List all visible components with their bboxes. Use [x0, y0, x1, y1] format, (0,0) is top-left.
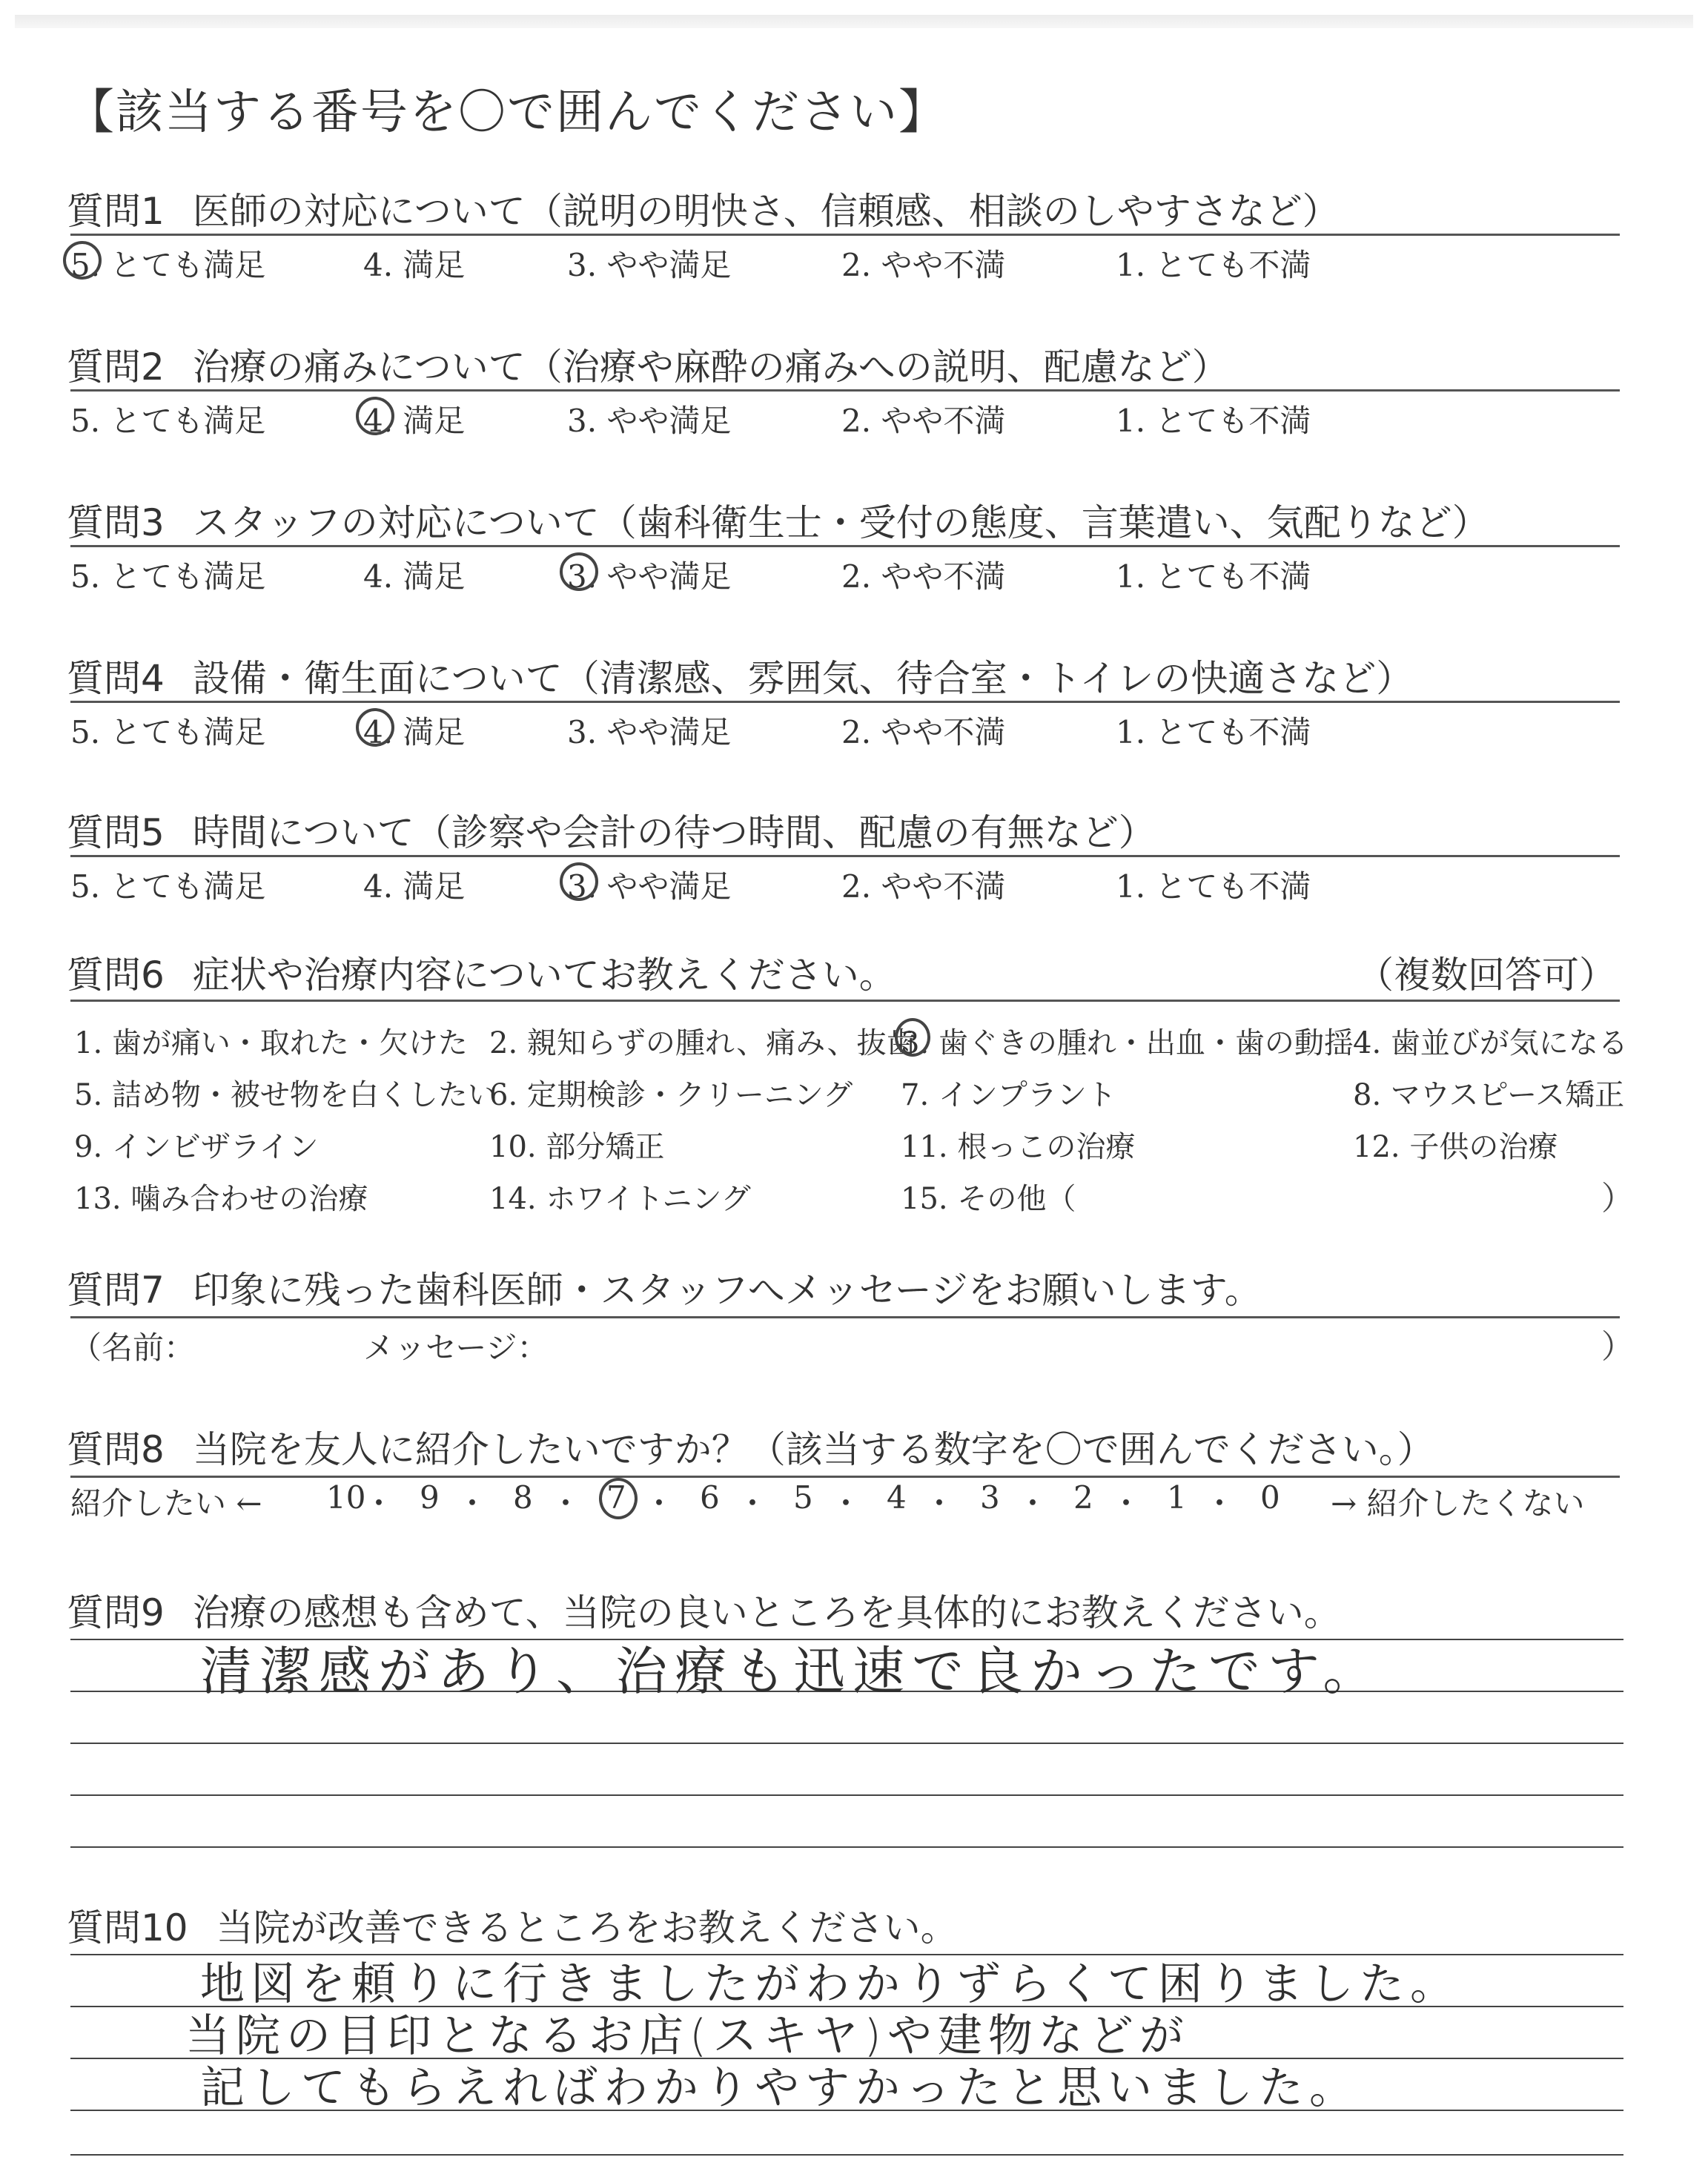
- rating-option[interactable]: 5. とても満足: [70, 247, 266, 283]
- scale-separator: ・: [550, 1485, 582, 1522]
- rating-option[interactable]: 2. やや不満: [841, 868, 1006, 905]
- scale-separator: ・: [1110, 1485, 1142, 1522]
- question-text: 設備・衛生面について（清潔感、雰囲気、待合室・トイレの快適さなど）: [192, 657, 1414, 700]
- symptom-option[interactable]: 14. ホワイトニング: [489, 1182, 751, 1216]
- scale-separator: ・: [643, 1485, 675, 1522]
- question-6: [67, 945, 896, 999]
- scale-separator: ・: [830, 1485, 862, 1522]
- question-8: [67, 1420, 1434, 1473]
- question-rule: [70, 1000, 1620, 1002]
- rating-option[interactable]: 3. やや満足: [567, 714, 732, 750]
- message-label: メッセージ：: [363, 1330, 549, 1366]
- question-text: 医師の対応について（説明の明快さ、信頼感、相談のしやすさなど）: [192, 190, 1340, 233]
- question-10: [67, 1898, 958, 1952]
- symptom-option[interactable]: 1. 歯が痛い・取れた・欠けた: [74, 1026, 468, 1060]
- other-close-paren: ）: [1601, 1180, 1634, 1218]
- multiple-answer-note: （複数回答可）: [1357, 954, 1616, 997]
- question-number: 質問9: [67, 1591, 165, 1634]
- recommend-score-option[interactable]: 7: [606, 1479, 626, 1516]
- recommend-score-option[interactable]: 1: [1167, 1479, 1187, 1516]
- symptom-option[interactable]: 4. 歯並びが気になる: [1353, 1026, 1628, 1060]
- answer-line: [70, 1743, 1623, 1744]
- scale-separator: ・: [1204, 1485, 1236, 1522]
- question-text: 当院が改善できるところをお教えください。: [216, 1906, 958, 1949]
- rating-option[interactable]: 2. やや不満: [841, 247, 1006, 283]
- question-number: 質問8: [67, 1428, 165, 1471]
- recommend-score-option[interactable]: 9: [420, 1479, 440, 1516]
- question-9: [67, 1583, 1341, 1636]
- rating-option[interactable]: 1. とても不満: [1116, 403, 1311, 439]
- handwritten-answer-q9: 清潔感があり、治療も迅速で良かったです。: [200, 1641, 1383, 1702]
- scale-separator: ・: [457, 1485, 489, 1522]
- question-text: 症状や治療内容についてお教えください。: [192, 954, 896, 997]
- rating-option[interactable]: 1. とても不満: [1116, 714, 1311, 750]
- rating-option[interactable]: 4. 満足: [363, 868, 466, 905]
- rating-option[interactable]: 2. やや不満: [841, 558, 1006, 595]
- symptom-option[interactable]: 10. 部分矯正: [489, 1130, 665, 1164]
- answer-line: [70, 2154, 1623, 2156]
- recommend-right-label: → 紹介したくない: [1331, 1485, 1585, 1522]
- question-4: [67, 649, 1413, 702]
- question-rule: [70, 234, 1620, 236]
- question-3: [67, 493, 1489, 546]
- rating-option[interactable]: 4. 満足: [363, 558, 466, 595]
- symptom-option[interactable]: 5. 詰め物・被せ物を白くしたい: [74, 1078, 497, 1112]
- symptom-option[interactable]: 13. 噛み合わせの治療: [74, 1182, 368, 1216]
- question-2: [67, 337, 1229, 391]
- rating-option[interactable]: 3. やや満足: [567, 247, 732, 283]
- question-number: 質問4: [67, 657, 165, 700]
- rating-option[interactable]: 1. とても不満: [1116, 868, 1311, 905]
- question-text: 当院を友人に紹介したいですか？（該当する数字を〇で囲んでください。）: [192, 1428, 1434, 1471]
- question-number: 質問7: [67, 1269, 165, 1312]
- symptom-option[interactable]: 12. 子供の治療: [1353, 1130, 1558, 1164]
- recommend-score-option[interactable]: 2: [1073, 1479, 1093, 1516]
- symptom-option[interactable]: 3. 歯ぐきの腫れ・出血・歯の動揺: [901, 1026, 1354, 1060]
- selected-circle-mark: [560, 552, 598, 591]
- rating-option[interactable]: 5. とても満足: [70, 403, 266, 439]
- rating-option[interactable]: 5. とても満足: [70, 714, 266, 750]
- question-5: [67, 803, 1156, 856]
- recommend-score-option[interactable]: 6: [700, 1479, 720, 1516]
- question-text: 治療の痛みについて（治療や麻酔の痛みへの説明、配慮など）: [192, 346, 1229, 389]
- rating-option[interactable]: 2. やや不満: [841, 714, 1006, 750]
- symptom-option[interactable]: 2. 親知らずの腫れ、痛み、抜歯: [489, 1026, 916, 1060]
- rating-option[interactable]: 4. 満足: [363, 403, 466, 439]
- handwritten-answer-q10-line1: 地図を頼りに行きましたがわかりずらくて困りました。: [200, 1958, 1460, 2010]
- rating-option[interactable]: 5. とても満足: [70, 558, 266, 595]
- question-number: 質問5: [67, 811, 165, 854]
- rating-option[interactable]: 5. とても満足: [70, 868, 266, 905]
- question-rule: [70, 389, 1620, 392]
- rating-option[interactable]: 1. とても不満: [1116, 558, 1311, 595]
- rating-option[interactable]: 3. やや満足: [567, 558, 732, 595]
- symptom-option[interactable]: 11. 根っこの治療: [901, 1130, 1136, 1164]
- rating-option[interactable]: 3. やや満足: [567, 868, 732, 905]
- message-close-paren: ）: [1601, 1328, 1634, 1366]
- scale-separator: ・: [737, 1485, 769, 1522]
- recommend-score-option[interactable]: 10: [326, 1479, 366, 1516]
- name-label: （名前：: [70, 1330, 196, 1366]
- question-rule: [70, 545, 1620, 547]
- question-rule: [70, 701, 1620, 703]
- recommend-score-option[interactable]: 5: [793, 1479, 813, 1516]
- question-number: 質問2: [67, 346, 165, 389]
- handwritten-answer-q10-line3: 記してもらえればわかりやすかったと思いました。: [200, 2062, 1360, 2114]
- recommend-score-option[interactable]: 4: [887, 1479, 907, 1516]
- scale-separator: ・: [924, 1485, 956, 1522]
- rating-option[interactable]: 4. 満足: [363, 247, 466, 283]
- selected-circle-mark: [560, 862, 598, 901]
- question-number: 質問3: [67, 501, 165, 544]
- symptom-option[interactable]: 15. その他（: [901, 1182, 1076, 1216]
- symptom-option[interactable]: 7. インプラント: [901, 1078, 1116, 1112]
- symptom-option[interactable]: 8. マウスピース矯正: [1353, 1078, 1625, 1112]
- question-rule: [70, 1476, 1620, 1478]
- question-7: [67, 1261, 1262, 1314]
- rating-option[interactable]: 2. やや不満: [841, 403, 1006, 439]
- selected-circle-mark: [63, 241, 102, 280]
- question-1: [67, 182, 1340, 235]
- question-text: スタッフの対応について（歯科衛生士・受付の態度、言葉遣い、気配りなど）: [192, 501, 1489, 544]
- question-rule: [70, 855, 1620, 857]
- selected-circle-mark: [599, 1478, 638, 1519]
- selected-circle-mark: [356, 397, 394, 435]
- recommend-score-option[interactable]: 8: [513, 1479, 533, 1516]
- question-number: 質問6: [67, 954, 165, 997]
- rating-option[interactable]: 1. とても不満: [1116, 247, 1311, 283]
- question-text: 印象に残った歯科医師・スタッフへメッセージをお願いします。: [192, 1269, 1262, 1312]
- answer-line: [70, 1846, 1623, 1848]
- selected-circle-mark: [895, 1018, 930, 1057]
- question-number: 質問10: [67, 1906, 188, 1949]
- handwritten-answer-q10-line2: 当院の目印となるお店(スキヤ)や建物などが: [185, 2010, 1190, 2062]
- rating-option[interactable]: 3. やや満足: [567, 403, 732, 439]
- recommend-score-option[interactable]: 0: [1260, 1479, 1280, 1516]
- scale-separator: ・: [363, 1485, 395, 1522]
- question-text: 時間について（診察や会計の待つ時間、配慮の有無など）: [192, 811, 1156, 854]
- scale-separator: ・: [1017, 1485, 1049, 1522]
- recommend-score-option[interactable]: 3: [980, 1479, 1000, 1516]
- symptom-option[interactable]: 6. 定期検診・クリーニング: [489, 1078, 853, 1112]
- question-rule: [70, 1316, 1620, 1318]
- symptom-option[interactable]: 9. インビザライン: [74, 1130, 319, 1164]
- scan-top-edge: [15, 15, 1693, 28]
- question-number: 質問1: [67, 190, 165, 233]
- question-text: 治療の感想も含めて、当院の良いところを具体的にお教えください。: [192, 1591, 1341, 1634]
- selected-circle-mark: [356, 708, 394, 747]
- rating-option[interactable]: 4. 満足: [363, 714, 466, 750]
- recommend-left-label: 紹介したい ←: [70, 1485, 262, 1522]
- answer-line: [70, 1794, 1623, 1796]
- form-header: 【該当する番号を〇で囲んでください】: [67, 85, 947, 140]
